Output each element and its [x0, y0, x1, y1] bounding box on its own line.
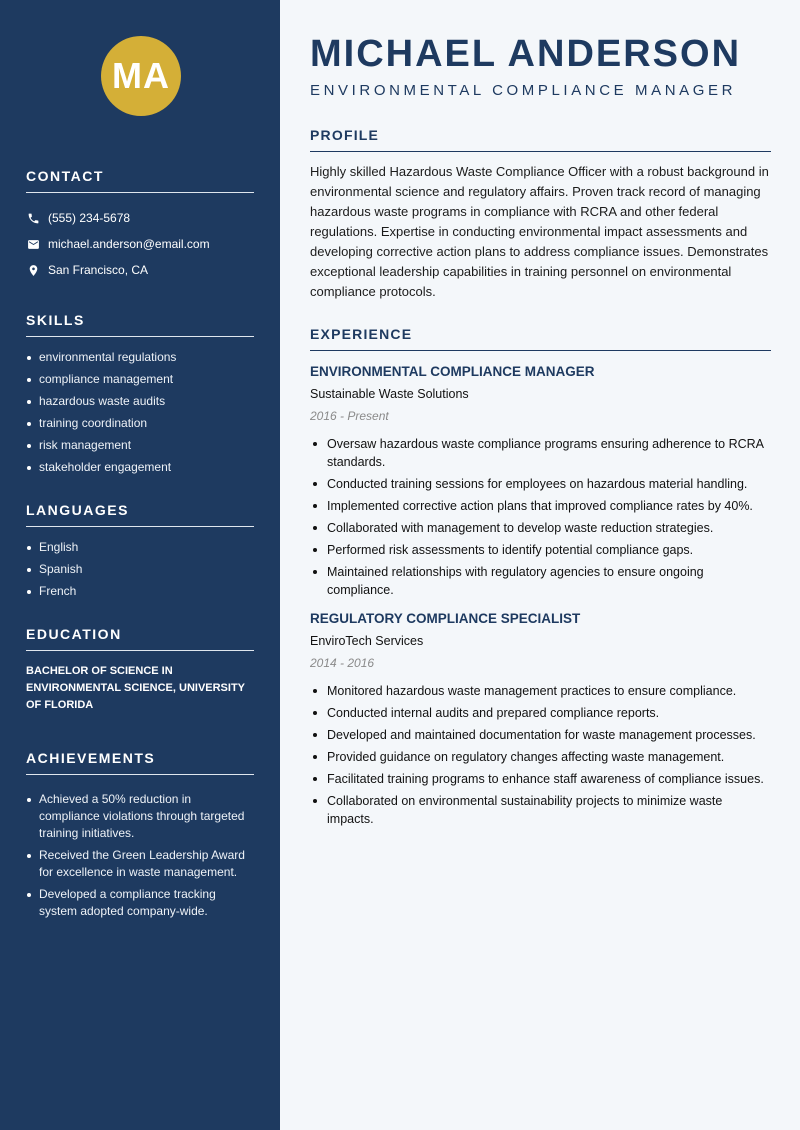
- achievements-list: [26, 791, 254, 920]
- skill-item: environmental regulations: [26, 349, 254, 366]
- job-bullet: Maintained relationships with regulatory agencies to ensure ongoing compliance.: [310, 563, 771, 599]
- job-dates: 2016 - Present: [310, 409, 389, 423]
- skill-item: hazardous waste audits: [26, 393, 254, 410]
- skills-list: [26, 349, 254, 476]
- phone-icon: [26, 211, 40, 225]
- achievement-item: Developed a compliance tracking system adopted company-wide.: [26, 886, 254, 920]
- job-bullet: Collaborated on environmental sustainability projects to minimize waste impacts.: [310, 792, 771, 828]
- job-bullet: Conducted training sessions for employees on hazardous material handling.: [310, 475, 771, 493]
- job-bullet: Implemented corrective action plans that improved compliance rates by 40%.: [310, 497, 771, 515]
- job-bullet: Performed risk assessments to identify potential compliance gaps.: [310, 541, 771, 559]
- job-dates: 2014 - 2016: [310, 656, 375, 670]
- job-bullet: Developed and maintained documentation for waste management processes.: [310, 726, 771, 744]
- skills-section: [26, 312, 254, 476]
- skill-item: risk management: [26, 437, 254, 454]
- job-bullet: Facilitated training programs to enhance staff awareness of compliance issues.: [310, 770, 771, 788]
- person-name: MICHAEL ANDERSON: [310, 33, 742, 75]
- contact-section: [26, 168, 254, 283]
- skill-item: stakeholder engagement: [26, 459, 254, 476]
- experience-heading: EXPERIENCE: [310, 326, 771, 351]
- education-section: [26, 626, 254, 714]
- profile-section: [310, 127, 771, 302]
- job-headline: ENVIRONMENTAL COMPLIANCE MANAGER: [310, 82, 737, 99]
- email-icon: [26, 237, 40, 251]
- language-item: French: [26, 583, 254, 600]
- skill-item: compliance management: [26, 371, 254, 388]
- contact-email: [26, 231, 254, 257]
- languages-section: [26, 502, 254, 600]
- job-bullets: [310, 435, 771, 599]
- main-content: [280, 0, 800, 1130]
- skills-heading: SKILLS: [26, 312, 254, 337]
- job-entry: [310, 364, 771, 599]
- profile-text: Highly skilled Hazardous Waste Compliance Officer with a robust background in environmental science and regulatory affairs. Proven track record of managing hazardous waste programs in compliance with RCRA and other federal regulations. Expertise in conducting environmental impact assessments and developing corrective action plans to address compliance issues. Demonstrates exceptional leadership capabilities in training personnel on environmental compliance protocols.: [310, 164, 769, 299]
- languages-heading: LANGUAGES: [26, 502, 254, 527]
- language-item: English: [26, 539, 254, 556]
- experience-section: [310, 326, 771, 828]
- contact-location: [26, 257, 254, 283]
- education-heading: EDUCATION: [26, 626, 254, 651]
- contact-heading: CONTACT: [26, 168, 254, 193]
- phone-text: (555) 234-5678: [48, 211, 131, 225]
- language-item: Spanish: [26, 561, 254, 578]
- job-bullet: Monitored hazardous waste management practices to ensure compliance.: [310, 682, 771, 700]
- job-bullet: Collaborated with management to develop waste reduction strategies.: [310, 519, 771, 537]
- achievements-section: [26, 750, 254, 920]
- achievements-heading: ACHIEVEMENTS: [26, 750, 254, 775]
- location-pin-icon: [26, 263, 40, 277]
- company-name: EnviroTech Services: [310, 634, 424, 648]
- job-title: REGULATORY COMPLIANCE SPECIALIST: [310, 611, 581, 626]
- company-name: Sustainable Waste Solutions: [310, 387, 469, 401]
- achievement-item: Received the Green Leadership Award for excellence in waste management.: [26, 847, 254, 881]
- avatar-initials: MA: [101, 36, 181, 116]
- job-bullet: Conducted internal audits and prepared compliance reports.: [310, 704, 771, 722]
- job-bullet: Provided guidance on regulatory changes affecting waste management.: [310, 748, 771, 766]
- job-bullets: [310, 682, 771, 828]
- achievement-item: Achieved a 50% reduction in compliance violations through targeted training initiatives.: [26, 791, 254, 842]
- job-entry: [310, 611, 771, 828]
- contact-phone: [26, 205, 254, 231]
- languages-list: [26, 539, 254, 600]
- email-text: michael.anderson@email.com: [48, 237, 210, 251]
- location-text: San Francisco, CA: [48, 263, 149, 277]
- sidebar: [0, 0, 280, 1130]
- skill-item: training coordination: [26, 415, 254, 432]
- education-degree: BACHELOR OF SCIENCE IN ENVIRONMENTAL SCIENCE, UNIVERSITY OF FLORIDA: [26, 665, 245, 711]
- job-title: ENVIRONMENTAL COMPLIANCE MANAGER: [310, 364, 595, 379]
- job-bullet: Oversaw hazardous waste compliance programs ensuring adherence to RCRA standards.: [310, 435, 771, 471]
- profile-heading: PROFILE: [310, 127, 771, 152]
